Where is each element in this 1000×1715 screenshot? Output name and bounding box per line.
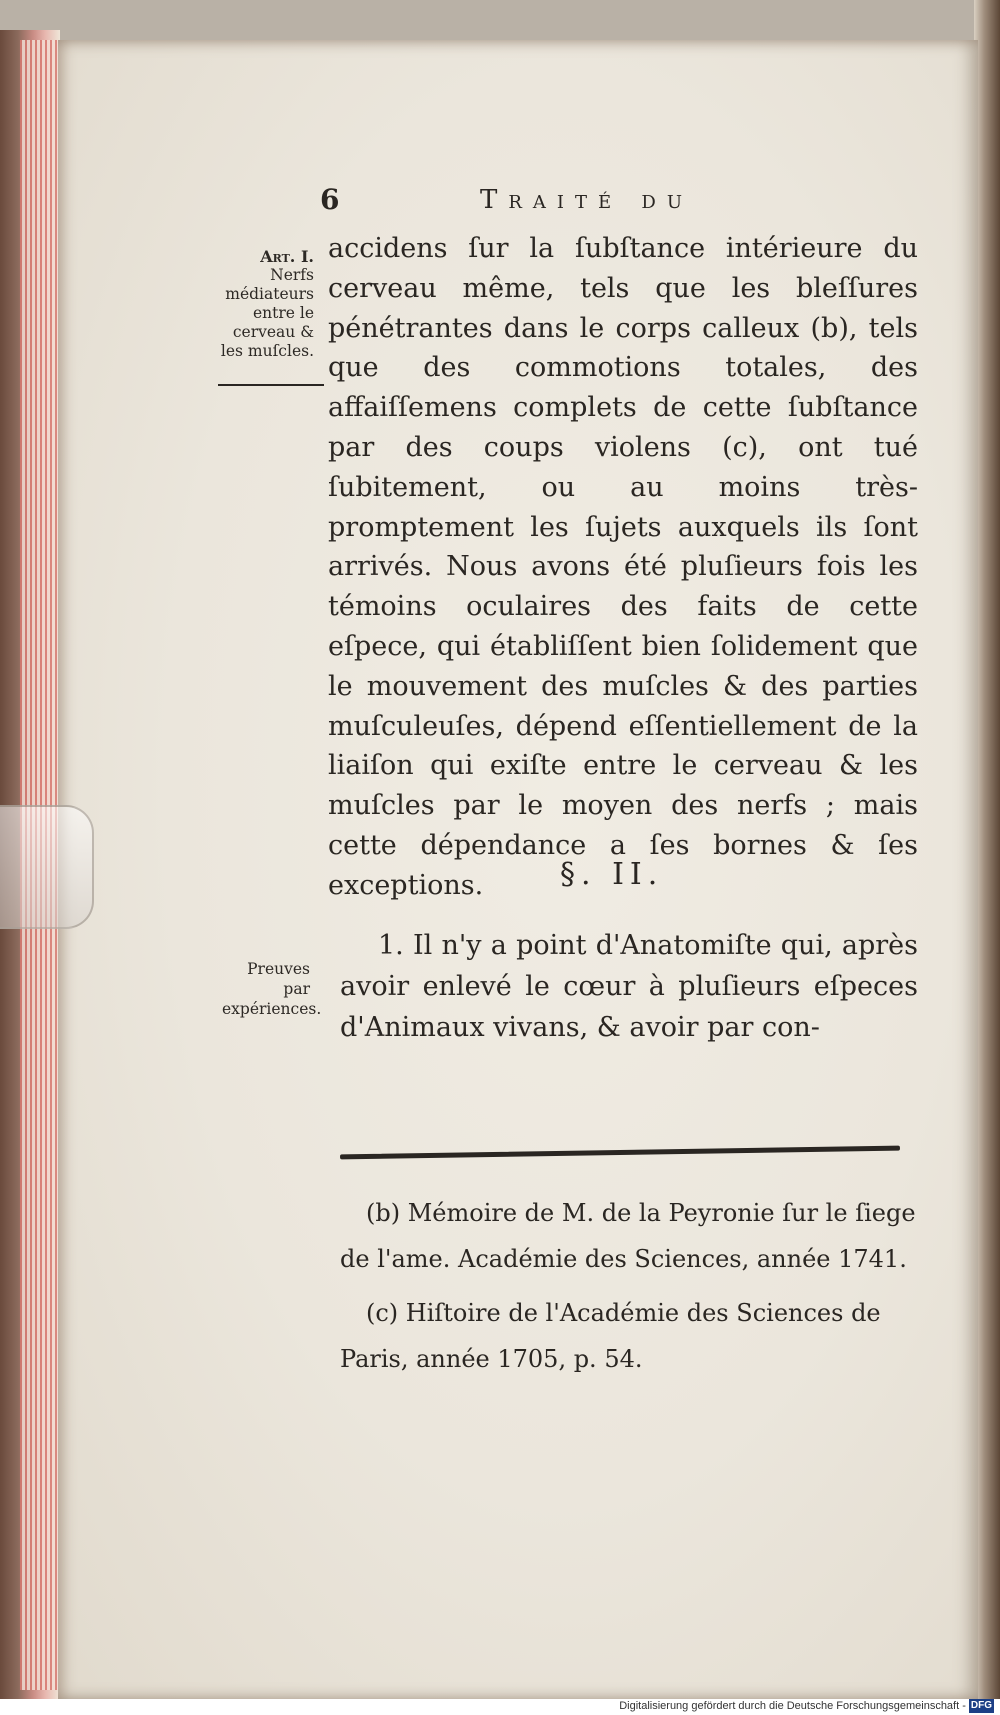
- margin-note-rule: [218, 384, 324, 386]
- credit-text: Digitalisierung gefördert durch die Deutsche Forschungsgemeinschaft -: [619, 1700, 966, 1712]
- footnote-b: (b) Mémoire de M. de la Peyronie ſur le ſiege de l'ame. Académie des Sciences, année 1741.: [340, 1199, 916, 1273]
- footnote-c: (c) Hiſtoire de l'Académie des Sciences de Paris, année 1705, p. 54.: [340, 1299, 881, 1373]
- paragraph-1: accidens ſur la ſubſtance intérieure du cerveau même, tels que les bleſſures pénétrantes dans le corps calleux (b), tels que des commotions totales, des affaiſſemens complets de cette ſubſtance par des coups violens (c), ont tué ſubitement, ou au moins très-promptement les ſujets auxquels ils ſont arrivés. Nous avons été pluſieurs fois les témoins oculaires des faits de cette eſpece, qui établiſſent bien ſolidement que le mouvement des muſcles & des parties muſculeuſes, dépend eſſentiellement de la liaiſon qui exiſte entre le cerveau & les muſcles par le moyen des nerfs ; mais cette dépendance a ſes bornes & ſes exceptions.: [328, 233, 918, 901]
- footnotes: [340, 1190, 920, 1390]
- digitization-credit: [619, 1699, 994, 1714]
- margin-note-art-label: Art. I.: [260, 247, 314, 266]
- running-title: Traité du: [480, 185, 694, 215]
- margin-note-art-text: Nerfs médiateurs entre le cerveau & les muſcles.: [220, 266, 314, 360]
- running-head: [0, 183, 1000, 233]
- margin-note-preuves: Preuves par expériences.: [222, 960, 322, 1018]
- section-heading: §. II.: [560, 857, 664, 892]
- page-number: 6: [320, 183, 340, 216]
- dfg-logo: DFG: [970, 1700, 992, 1711]
- paragraph-2: 1. Il n'y a point d'Anatomiſte qui, après avoir enlevé le cœur à pluſieurs eſpeces d'Animaux vivans, & avoir par con-: [340, 930, 918, 1043]
- margin-note-article: [214, 247, 314, 361]
- glass-clip: [0, 805, 94, 929]
